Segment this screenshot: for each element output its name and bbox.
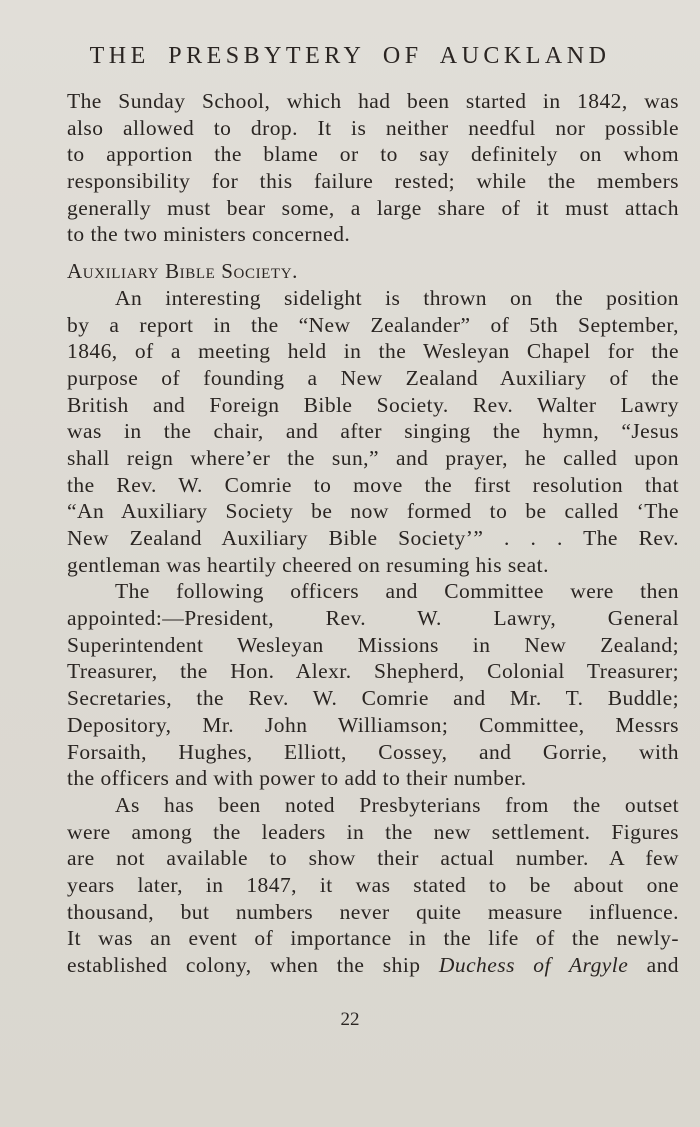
paragraph: [67, 285, 679, 579]
text-line: was in the chair, and after singing the hymn, “Jesus: [67, 419, 679, 444]
text-line: also allowed to drop. It is neither needful nor possible: [67, 115, 679, 140]
text-line: purpose of founding a New Zealand Auxiliary of the: [67, 365, 679, 390]
text-line: Secretaries, the Rev. W. Comrie and Mr. T. Buddle;: [67, 686, 679, 711]
text-line: British and Foreign Bible Society. Rev. Walter Lawry: [67, 392, 679, 417]
text-line: It was an event of importance in the life of the newly-: [67, 926, 679, 951]
text-line: 1846, of a meeting held in the Wesleyan Chapel for the: [67, 339, 679, 364]
text-run: and: [628, 953, 680, 977]
text-line: New Zealand Auxiliary Bible Society’” . . . The Rev.: [67, 526, 679, 550]
running-head: THE PRESBYTERY OF AUCKLAND: [89, 43, 611, 69]
page-number: 22: [340, 1009, 360, 1030]
text-line: The Sunday School, which had been started in 1842, was: [67, 89, 679, 113]
text-line: years later, in 1847, it was stated to be about one: [67, 872, 679, 897]
text-line: appointed:—President, Rev. W. Lawry, General: [67, 606, 679, 631]
text-line: by a report in the “New Zealander” of 5th September,: [67, 312, 679, 337]
text-line: [67, 952, 679, 979]
ship-name: Duchess of Argyle: [438, 953, 629, 977]
text-line: are not available to show their actual number. A few: [67, 846, 679, 871]
text-line: Treasurer, the Hon. Alexr. Shepherd, Colonial Treasurer;: [67, 659, 679, 684]
text-line: An interesting sidelight is thrown on the position: [115, 285, 679, 310]
text-line: shall reign where’er the sun,” and prayer, he called upon: [67, 445, 679, 470]
text-line: gentleman was heartily cheered on resuming his seat.: [67, 552, 549, 577]
text-line: Forsaith, Hughes, Elliott, Cossey, and Gorrie, with: [67, 739, 679, 764]
text-line: Depository, Mr. John Williamson; Committee, Messrs: [67, 712, 679, 737]
text-line: the officers and with power to add to their number.: [67, 766, 527, 791]
text-line: thousand, but numbers never quite measure influence.: [67, 899, 679, 924]
text-line: Superintendent Wesleyan Missions in New Zealand;: [67, 632, 679, 657]
text-line: The following officers and Committee were then: [115, 579, 679, 604]
paragraph: [67, 88, 679, 248]
text-line: “An Auxiliary Society be now formed to be called ‘The: [67, 499, 679, 524]
text-line: to apportion the blame or to say definitely on whom: [67, 142, 679, 167]
text-line: were among the leaders in the new settlement. Figures: [67, 819, 679, 844]
text-line: to the two ministers concerned.: [67, 222, 351, 247]
text-line: responsibility for this failure rested; while the members: [67, 169, 679, 194]
text-line: generally must bear some, a large share of it must attach: [67, 195, 679, 220]
text-run: established colony, when the ship: [67, 953, 439, 977]
section-heading: Auxiliary Bible Society.: [67, 259, 298, 284]
text-line: the Rev. W. Comrie to move the first resolution that: [67, 472, 679, 497]
body-text: [67, 88, 679, 979]
paragraph: [67, 578, 679, 792]
text-line: As has been noted Presbyterians from the outset: [115, 792, 679, 817]
paragraph: [67, 792, 679, 979]
section-gap: [67, 248, 679, 258]
